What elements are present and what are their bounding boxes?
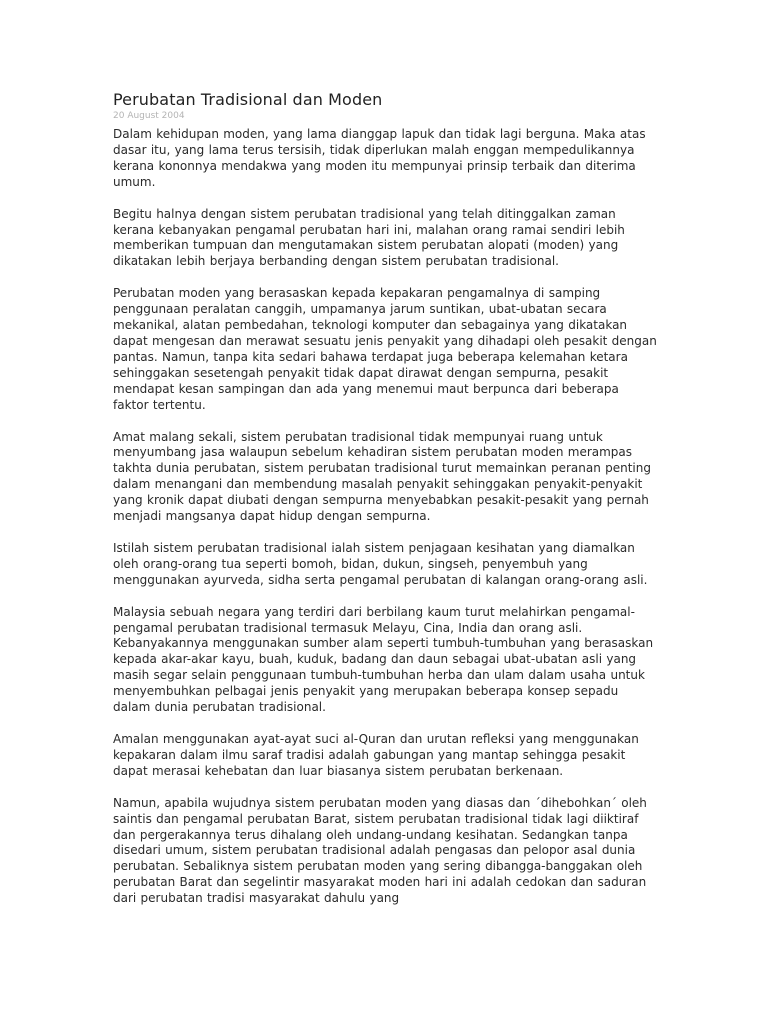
document-page — [113, 89, 658, 923]
paragraph-7: Amalan menggunakan ayat-ayat suci al-Quran dan urutan refleksi yang menggunakan kepakaran dalam ilmu saraf tradisi adalah gabungan yang mantap sehingga pesakit dapat merasai kehebatan dan luar biasanya sistem perubatan berkenaan. — [113, 732, 639, 778]
article-title: Perubatan Tradisional dan Moden — [113, 90, 383, 109]
paragraph-3: Perubatan moden yang berasaskan kepada kepakaran pengamalnya di samping penggunaan peralatan canggih, umpamanya jarum suntikan, ubat-ubatan secara mekanikal, alatan pembedahan, teknologi komputer dan sebagainya yang dikatakan dapat mengesan dan merawat sesuatu jenis penyakit yang dihadapi oleh pesakit dengan pantas. Namun, tanpa kita sedari bahawa terdapat juga beberapa kelemahan ketara sehinggakan sesetengah penyakit tidak dapat dirawat dengan sempurna, pesakit mendapat kesan sampingan dan ada yang menemui maut berpunca dari beberapa faktor tertentu. — [113, 286, 657, 412]
article-body — [113, 127, 658, 907]
paragraph-2: Begitu halnya dengan sistem perubatan tradisional yang telah ditinggalkan zaman kerana kebanyakan pengamal perubatan hari ini, malahan orang ramai sendiri lebih memberikan tumpuan dan mengutamakan sistem perubatan alopati (moden) yang dikatakan lebih berjaya berbanding dengan sistem perubatan tradisional. — [113, 206, 625, 269]
paragraph-8: Namun, apabila wujudnya sistem perubatan moden yang diasas dan ´dihebohkan´ oleh saintis dan pengamal perubatan Barat, sistem perubatan tradisional tidak lagi diiktiraf dan pergerakannya terus dihalang oleh undang-undang kesihatan. Sedangkan tanpa disedari umum, sistem perubatan tradisional adalah pengasas dan pelopor asal dunia perubatan. Sebaliknya sistem perubatan moden yang sering dibangga-banggakan oleh perubatan Barat dan segelintir masyarakat moden hari ini adalah cedokan dan saduran dari perubatan tradisi masyarakat dahulu yang — [113, 795, 647, 906]
paragraph-4: Amat malang sekali, sistem perubatan tradisional tidak mempunyai ruang untuk menyumbang jasa walaupun sebelum kehadiran sistem perubatan moden merampas takhta dunia perubatan, sistem perubatan tradisional turut memainkan peranan penting dalam menangani dan membendung masalah penyakit sehinggakan penyakit-penyakit yang kronik dapat diubati dengan sempurna menyebabkan pesakit-pesakit yang pernah menjadi mangsanya dapat hidup dengan sempurna. — [113, 429, 651, 524]
article-date: 20 August 2004 — [113, 111, 185, 121]
paragraph-6: Malaysia sebuah negara yang terdiri dari berbilang kaum turut melahirkan pengamal-pengamal perubatan tradisional termasuk Melayu, Cina, India dan orang asli. Kebanyakannya menggunakan sumber alam seperti tumbuh-tumbuhan yang berasaskan kepada akar-akar kayu, buah, kuduk, badang dan daun sebagai ubat-ubatan asli yang masih segar selain penggunaan tumbuh-tumbuhan herba dan ulam dalam usaha untuk menyembuhkan pelbagai jenis penyakit yang merupakan beberapa konsep sepadu dalam dunia perubatan tradisional. — [113, 604, 654, 715]
paragraph-1: Dalam kehidupan moden, yang lama dianggap lapuk dan tidak lagi berguna. Maka atas dasar itu, yang lama terus tersisih, tidak diperlukan malah enggan mempedulikannya kerana kononnya mendakwa yang moden itu mempunyai prinsip terbaik dan diterima umum. — [113, 127, 646, 189]
paragraph-5: Istilah sistem perubatan tradisional ialah sistem penjagaan kesihatan yang diamalkan oleh orang-orang tua seperti bomoh, bidan, dukun, singseh, penyembuh yang menggunakan ayurveda, sidha serta pengamal perubatan di kalangan orang-orang asli. — [113, 540, 648, 587]
